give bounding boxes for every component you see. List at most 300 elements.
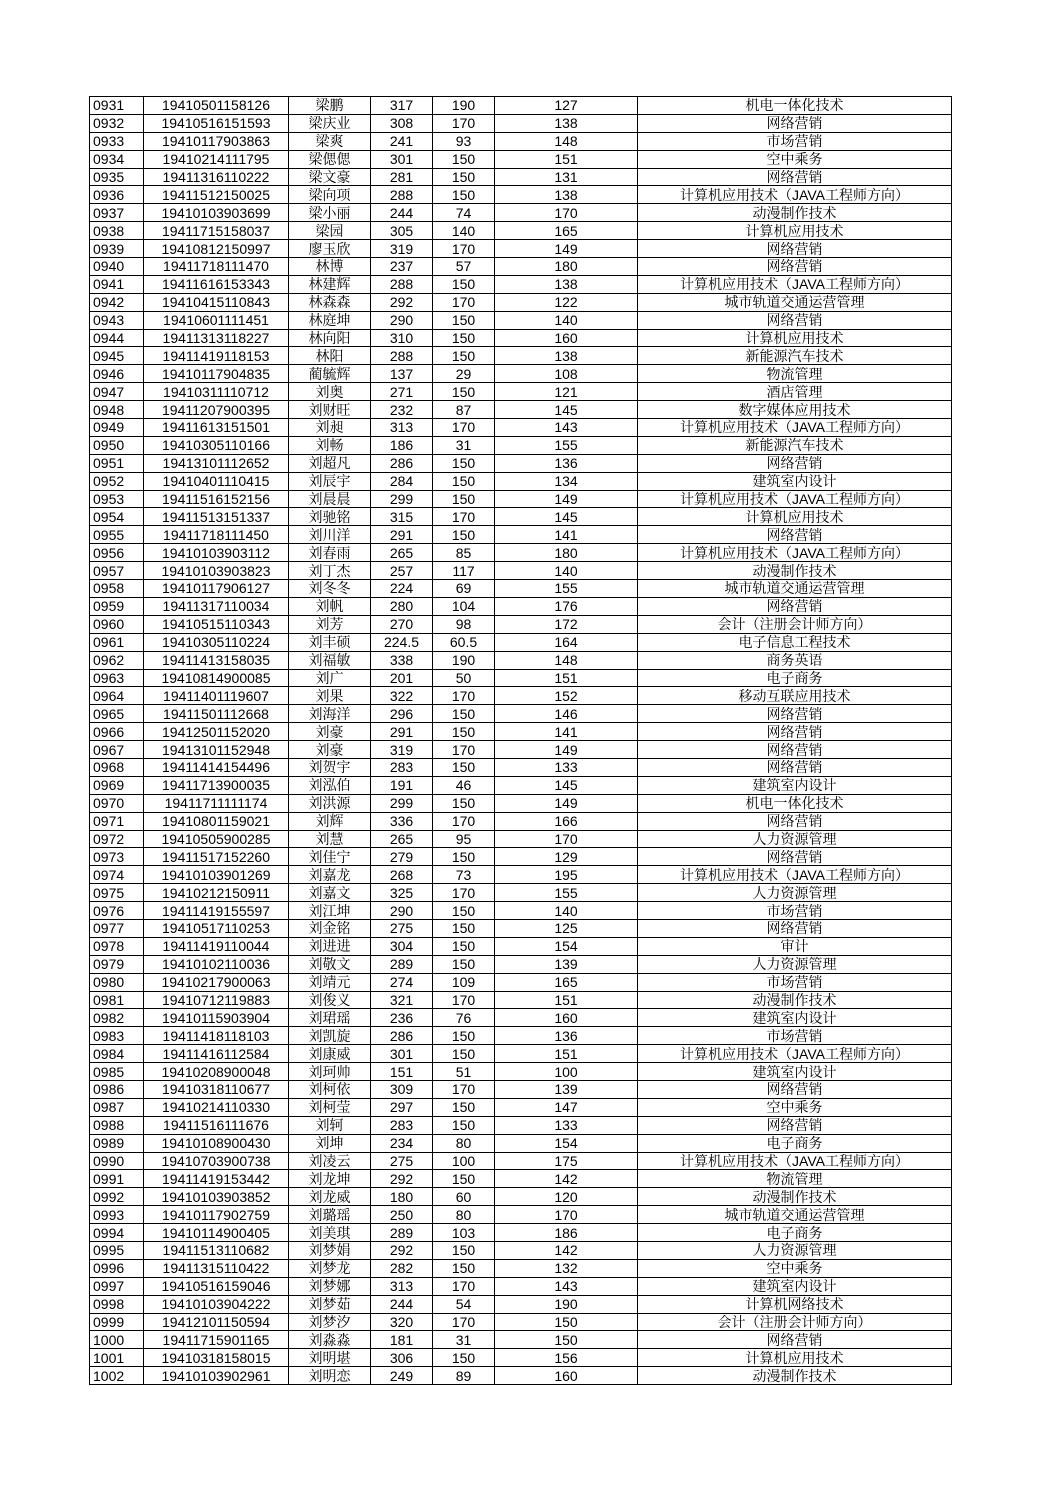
major-cell: 电子信息工程技术 — [638, 633, 952, 651]
exam-id-cell: 19410214110330 — [144, 1098, 289, 1116]
student-name-cell: 梁偲偲 — [289, 150, 371, 168]
exam-id-cell: 19410318110677 — [144, 1080, 289, 1098]
table-row — [90, 1045, 952, 1063]
total-score-cell: 275 — [371, 1152, 433, 1170]
row-number-cell: 0946 — [90, 365, 144, 383]
row-number-cell: 0944 — [90, 329, 144, 347]
score-a-cell: 150 — [433, 383, 495, 401]
total-score-cell: 289 — [371, 955, 433, 973]
table-row — [90, 132, 952, 150]
score-a-cell: 150 — [433, 902, 495, 920]
row-number-cell: 0993 — [90, 1206, 144, 1224]
table-row — [90, 723, 952, 741]
student-name-cell: 刘广 — [289, 669, 371, 687]
table-row — [90, 884, 952, 902]
exam-id-cell: 19410516159046 — [144, 1277, 289, 1295]
total-score-cell: 315 — [371, 508, 433, 526]
total-score-cell: 306 — [371, 1349, 433, 1367]
major-cell: 物流管理 — [638, 365, 952, 383]
score-b-cell: 142 — [495, 1242, 638, 1260]
major-cell: 人力资源管理 — [638, 955, 952, 973]
table-row — [90, 544, 952, 562]
exam-id-cell: 19410103903852 — [144, 1188, 289, 1206]
row-number-cell: 0974 — [90, 866, 144, 884]
table-row — [90, 526, 952, 544]
major-cell: 计算机应用技术（JAVA工程师方向） — [638, 1045, 952, 1063]
total-score-cell: 232 — [371, 401, 433, 419]
major-cell: 网络营销 — [638, 454, 952, 472]
total-score-cell: 292 — [371, 1242, 433, 1260]
exam-id-cell: 19411316110222 — [144, 168, 289, 186]
score-b-cell: 160 — [495, 1367, 638, 1385]
table-row — [90, 991, 952, 1009]
student-name-cell: 刘金铭 — [289, 919, 371, 937]
total-score-cell: 244 — [371, 204, 433, 222]
score-b-cell: 140 — [495, 902, 638, 920]
exam-id-cell: 19411413158035 — [144, 651, 289, 669]
table-row — [90, 848, 952, 866]
score-a-cell: 150 — [433, 454, 495, 472]
student-name-cell: 刘梦龙 — [289, 1259, 371, 1277]
student-name-cell: 刘辉 — [289, 812, 371, 830]
total-score-cell: 322 — [371, 687, 433, 705]
score-a-cell: 170 — [433, 114, 495, 132]
student-name-cell: 刘丰硕 — [289, 633, 371, 651]
student-name-cell: 刘龙威 — [289, 1188, 371, 1206]
score-a-cell: 150 — [433, 758, 495, 776]
student-name-cell: 刘梦娟 — [289, 1242, 371, 1260]
major-cell: 计算机应用技术（JAVA工程师方向） — [638, 419, 952, 437]
total-score-cell: 236 — [371, 1009, 433, 1027]
score-b-cell: 151 — [495, 669, 638, 687]
exam-id-cell: 19411616153343 — [144, 275, 289, 293]
exam-id-cell: 19410117904835 — [144, 365, 289, 383]
row-number-cell: 0950 — [90, 436, 144, 454]
score-b-cell: 139 — [495, 1080, 638, 1098]
student-name-cell: 刘洪源 — [289, 794, 371, 812]
table-row — [90, 741, 952, 759]
student-name-cell: 刘淼淼 — [289, 1331, 371, 1349]
major-cell: 人力资源管理 — [638, 884, 952, 902]
total-score-cell: 280 — [371, 597, 433, 615]
score-a-cell: 85 — [433, 544, 495, 562]
major-cell: 城市轨道交通运营管理 — [638, 580, 952, 598]
table-row — [90, 436, 952, 454]
score-a-cell: 150 — [433, 347, 495, 365]
total-score-cell: 319 — [371, 741, 433, 759]
student-name-cell: 刘凯旋 — [289, 1027, 371, 1045]
row-number-cell: 0965 — [90, 705, 144, 723]
row-number-cell: 0976 — [90, 902, 144, 920]
major-cell: 计算机应用技术 — [638, 1349, 952, 1367]
student-name-cell: 刘梦茹 — [289, 1295, 371, 1313]
score-a-cell: 170 — [433, 812, 495, 830]
major-cell: 网络营销 — [638, 741, 952, 759]
row-number-cell: 0954 — [90, 508, 144, 526]
row-number-cell: 0943 — [90, 311, 144, 329]
total-score-cell: 299 — [371, 490, 433, 508]
row-number-cell: 0960 — [90, 615, 144, 633]
exam-id-cell: 19410516151593 — [144, 114, 289, 132]
row-number-cell: 0956 — [90, 544, 144, 562]
score-b-cell: 151 — [495, 150, 638, 168]
score-a-cell: 150 — [433, 472, 495, 490]
student-name-cell: 林向阳 — [289, 329, 371, 347]
student-name-cell: 梁园 — [289, 222, 371, 240]
row-number-cell: 0958 — [90, 580, 144, 598]
exam-id-cell: 19410801159021 — [144, 812, 289, 830]
exam-id-cell: 19412101150594 — [144, 1313, 289, 1331]
score-b-cell: 141 — [495, 723, 638, 741]
total-score-cell: 291 — [371, 723, 433, 741]
exam-id-cell: 19411501112668 — [144, 705, 289, 723]
score-b-cell: 190 — [495, 1295, 638, 1313]
row-number-cell: 0988 — [90, 1116, 144, 1134]
table-row — [90, 1134, 952, 1152]
total-score-cell: 284 — [371, 472, 433, 490]
major-cell: 市场营销 — [638, 132, 952, 150]
student-name-cell: 林博 — [289, 258, 371, 276]
major-cell: 市场营销 — [638, 973, 952, 991]
score-b-cell: 139 — [495, 955, 638, 973]
table-row — [90, 1098, 952, 1116]
major-cell: 动漫制作技术 — [638, 562, 952, 580]
exam-id-cell: 19411419118153 — [144, 347, 289, 365]
exam-id-cell: 19413101112652 — [144, 454, 289, 472]
score-b-cell: 152 — [495, 687, 638, 705]
major-cell: 网络营销 — [638, 168, 952, 186]
total-score-cell: 268 — [371, 866, 433, 884]
score-b-cell: 138 — [495, 347, 638, 365]
score-b-cell: 180 — [495, 544, 638, 562]
row-number-cell: 0987 — [90, 1098, 144, 1116]
major-cell: 动漫制作技术 — [638, 1188, 952, 1206]
student-name-cell: 刘俊义 — [289, 991, 371, 1009]
total-score-cell: 321 — [371, 991, 433, 1009]
exam-id-cell: 19411513151337 — [144, 508, 289, 526]
table-row — [90, 1009, 952, 1027]
exam-id-cell: 19410103903823 — [144, 562, 289, 580]
score-b-cell: 143 — [495, 419, 638, 437]
major-cell: 网络营销 — [638, 240, 952, 258]
score-b-cell: 148 — [495, 651, 638, 669]
major-cell: 新能源汽车技术 — [638, 347, 952, 365]
exam-id-cell: 19410703900738 — [144, 1152, 289, 1170]
score-a-cell: 150 — [433, 794, 495, 812]
exam-id-cell: 19410103904222 — [144, 1295, 289, 1313]
score-b-cell: 134 — [495, 472, 638, 490]
table-row — [90, 383, 952, 401]
student-name-cell: 刘美琪 — [289, 1224, 371, 1242]
score-a-cell: 170 — [433, 1080, 495, 1098]
table-row — [90, 1188, 952, 1206]
row-number-cell: 0936 — [90, 186, 144, 204]
table-row — [90, 293, 952, 311]
major-cell: 网络营销 — [638, 919, 952, 937]
table-row — [90, 1277, 952, 1295]
student-name-cell: 刘丁杰 — [289, 562, 371, 580]
student-name-cell: 刘珺瑶 — [289, 1009, 371, 1027]
exam-id-cell: 19411419153442 — [144, 1170, 289, 1188]
score-b-cell: 148 — [495, 132, 638, 150]
row-number-cell: 1000 — [90, 1331, 144, 1349]
total-score-cell: 297 — [371, 1098, 433, 1116]
exam-id-cell: 19410311110712 — [144, 383, 289, 401]
exam-id-cell: 19411517152260 — [144, 848, 289, 866]
total-score-cell: 241 — [371, 132, 433, 150]
row-number-cell: 0986 — [90, 1080, 144, 1098]
table-row — [90, 1313, 952, 1331]
exam-id-cell: 19410117902759 — [144, 1206, 289, 1224]
table-row — [90, 1242, 952, 1260]
score-a-cell: 69 — [433, 580, 495, 598]
total-score-cell: 304 — [371, 937, 433, 955]
total-score-cell: 180 — [371, 1188, 433, 1206]
row-number-cell: 0957 — [90, 562, 144, 580]
exam-id-cell: 19411516152156 — [144, 490, 289, 508]
score-b-cell: 133 — [495, 758, 638, 776]
student-name-cell: 刘江坤 — [289, 902, 371, 920]
table-row — [90, 347, 952, 365]
total-score-cell: 290 — [371, 902, 433, 920]
score-a-cell: 150 — [433, 1349, 495, 1367]
row-number-cell: 0935 — [90, 168, 144, 186]
student-name-cell: 梁爽 — [289, 132, 371, 150]
table-row — [90, 168, 952, 186]
major-cell: 计算机应用技术 — [638, 222, 952, 240]
student-name-cell: 林建辉 — [289, 275, 371, 293]
student-name-cell: 刘奥 — [289, 383, 371, 401]
score-b-cell: 151 — [495, 991, 638, 1009]
total-score-cell: 224 — [371, 580, 433, 598]
score-b-cell: 138 — [495, 114, 638, 132]
score-a-cell: 150 — [433, 186, 495, 204]
major-cell: 网络营销 — [638, 705, 952, 723]
score-a-cell: 60 — [433, 1188, 495, 1206]
student-name-cell: 刘龙坤 — [289, 1170, 371, 1188]
student-name-cell: 梁小丽 — [289, 204, 371, 222]
exam-id-cell: 19410103901269 — [144, 866, 289, 884]
score-a-cell: 54 — [433, 1295, 495, 1313]
score-b-cell: 149 — [495, 741, 638, 759]
student-name-cell: 刘柯莹 — [289, 1098, 371, 1116]
student-name-cell: 刘嘉龙 — [289, 866, 371, 884]
exam-id-cell: 19411313118227 — [144, 329, 289, 347]
major-cell: 计算机应用技术（JAVA工程师方向） — [638, 275, 952, 293]
row-number-cell: 0980 — [90, 973, 144, 991]
major-cell: 网络营销 — [638, 597, 952, 615]
major-cell: 网络营销 — [638, 758, 952, 776]
major-cell: 建筑室内设计 — [638, 1063, 952, 1081]
major-cell: 电子商务 — [638, 1224, 952, 1242]
total-score-cell: 201 — [371, 669, 433, 687]
score-b-cell: 165 — [495, 222, 638, 240]
row-number-cell: 0985 — [90, 1063, 144, 1081]
total-score-cell: 288 — [371, 275, 433, 293]
score-a-cell: 150 — [433, 1242, 495, 1260]
major-cell: 电子商务 — [638, 1134, 952, 1152]
score-b-cell: 141 — [495, 526, 638, 544]
table-row — [90, 615, 952, 633]
exam-id-cell: 19410115903904 — [144, 1009, 289, 1027]
score-b-cell: 150 — [495, 1313, 638, 1331]
student-name-cell: 刘芳 — [289, 615, 371, 633]
table-row — [90, 329, 952, 347]
row-number-cell: 0990 — [90, 1152, 144, 1170]
score-a-cell: 150 — [433, 1027, 495, 1045]
table-row — [90, 1224, 952, 1242]
exam-id-cell: 19410401110415 — [144, 472, 289, 490]
score-a-cell: 170 — [433, 1313, 495, 1331]
table-row — [90, 1295, 952, 1313]
row-number-cell: 0949 — [90, 419, 144, 437]
score-b-cell: 195 — [495, 866, 638, 884]
exam-id-cell: 19410712119883 — [144, 991, 289, 1009]
table-row — [90, 580, 952, 598]
major-cell: 网络营销 — [638, 812, 952, 830]
exam-id-cell: 19411401119607 — [144, 687, 289, 705]
table-row — [90, 365, 952, 383]
exam-id-cell: 19411718111470 — [144, 258, 289, 276]
major-cell: 计算机应用技术 — [638, 329, 952, 347]
row-number-cell: 0964 — [90, 687, 144, 705]
student-name-cell: 刘辰宇 — [289, 472, 371, 490]
total-score-cell: 270 — [371, 615, 433, 633]
exam-id-cell: 19411715901165 — [144, 1331, 289, 1349]
student-name-cell: 刘嘉文 — [289, 884, 371, 902]
total-score-cell: 151 — [371, 1063, 433, 1081]
score-b-cell: 165 — [495, 973, 638, 991]
row-number-cell: 0979 — [90, 955, 144, 973]
student-name-cell: 林庭坤 — [289, 311, 371, 329]
score-a-cell: 190 — [433, 97, 495, 115]
exam-id-cell: 19411315110422 — [144, 1259, 289, 1277]
exam-id-cell: 19411613151501 — [144, 419, 289, 437]
score-a-cell: 150 — [433, 1170, 495, 1188]
score-b-cell: 145 — [495, 401, 638, 419]
total-score-cell: 265 — [371, 544, 433, 562]
major-cell: 数字媒体应用技术 — [638, 401, 952, 419]
score-a-cell: 150 — [433, 1045, 495, 1063]
score-b-cell: 172 — [495, 615, 638, 633]
score-a-cell: 95 — [433, 830, 495, 848]
student-name-cell: 刘梦娜 — [289, 1277, 371, 1295]
score-b-cell: 156 — [495, 1349, 638, 1367]
student-name-cell: 刘果 — [289, 687, 371, 705]
score-a-cell: 80 — [433, 1134, 495, 1152]
exam-id-cell: 19410103903699 — [144, 204, 289, 222]
student-name-cell: 梁鹏 — [289, 97, 371, 115]
row-number-cell: 0983 — [90, 1027, 144, 1045]
major-cell: 城市轨道交通运营管理 — [638, 1206, 952, 1224]
total-score-cell: 299 — [371, 794, 433, 812]
table-row — [90, 633, 952, 651]
table-row — [90, 902, 952, 920]
major-cell: 市场营销 — [638, 902, 952, 920]
student-name-cell: 刘帆 — [289, 597, 371, 615]
total-score-cell: 275 — [371, 919, 433, 937]
total-score-cell: 237 — [371, 258, 433, 276]
exam-id-cell: 19410108900430 — [144, 1134, 289, 1152]
row-number-cell: 0948 — [90, 401, 144, 419]
major-cell: 建筑室内设计 — [638, 1009, 952, 1027]
row-number-cell: 0971 — [90, 812, 144, 830]
score-a-cell: 170 — [433, 508, 495, 526]
score-b-cell: 155 — [495, 580, 638, 598]
row-number-cell: 0940 — [90, 258, 144, 276]
score-b-cell: 149 — [495, 490, 638, 508]
score-a-cell: 150 — [433, 526, 495, 544]
row-number-cell: 0947 — [90, 383, 144, 401]
score-a-cell: 150 — [433, 150, 495, 168]
student-name-cell: 刘凌云 — [289, 1152, 371, 1170]
score-a-cell: 76 — [433, 1009, 495, 1027]
score-b-cell: 133 — [495, 1116, 638, 1134]
student-name-cell: 刘慧 — [289, 830, 371, 848]
row-number-cell: 0998 — [90, 1295, 144, 1313]
score-a-cell: 31 — [433, 1331, 495, 1349]
major-cell: 网络营销 — [638, 848, 952, 866]
exam-id-cell: 19411512150025 — [144, 186, 289, 204]
row-number-cell: 1002 — [90, 1367, 144, 1385]
major-cell: 网络营销 — [638, 258, 952, 276]
row-number-cell: 0938 — [90, 222, 144, 240]
student-name-cell: 刘晨晨 — [289, 490, 371, 508]
major-cell: 移动互联应用技术 — [638, 687, 952, 705]
student-name-cell: 刘泓伯 — [289, 776, 371, 794]
score-a-cell: 74 — [433, 204, 495, 222]
table-row — [90, 275, 952, 293]
score-a-cell: 29 — [433, 365, 495, 383]
total-score-cell: 286 — [371, 454, 433, 472]
row-number-cell: 0962 — [90, 651, 144, 669]
score-b-cell: 176 — [495, 597, 638, 615]
student-name-cell: 刘柯依 — [289, 1080, 371, 1098]
major-cell: 人力资源管理 — [638, 1242, 952, 1260]
major-cell: 计算机网络技术 — [638, 1295, 952, 1313]
row-number-cell: 0966 — [90, 723, 144, 741]
major-cell: 市场营销 — [638, 1027, 952, 1045]
total-score-cell: 286 — [371, 1027, 433, 1045]
score-a-cell: 170 — [433, 293, 495, 311]
table-row — [90, 937, 952, 955]
student-name-cell: 刘轲 — [289, 1116, 371, 1134]
score-a-cell: 170 — [433, 741, 495, 759]
total-score-cell: 191 — [371, 776, 433, 794]
total-score-cell: 291 — [371, 526, 433, 544]
exam-id-cell: 19411513110682 — [144, 1242, 289, 1260]
score-a-cell: 150 — [433, 329, 495, 347]
table-row — [90, 651, 952, 669]
row-number-cell: 0939 — [90, 240, 144, 258]
total-score-cell: 265 — [371, 830, 433, 848]
table-row — [90, 114, 952, 132]
exam-id-cell: 19411414154496 — [144, 758, 289, 776]
major-cell: 计算机应用技术（JAVA工程师方向） — [638, 866, 952, 884]
score-a-cell: 150 — [433, 919, 495, 937]
score-b-cell: 166 — [495, 812, 638, 830]
row-number-cell: 0963 — [90, 669, 144, 687]
score-b-cell: 160 — [495, 1009, 638, 1027]
major-cell: 电子商务 — [638, 669, 952, 687]
student-name-cell: 刘康威 — [289, 1045, 371, 1063]
student-name-cell: 刘珂帅 — [289, 1063, 371, 1081]
score-b-cell: 160 — [495, 329, 638, 347]
student-name-cell: 刘明堪 — [289, 1349, 371, 1367]
row-number-cell: 0992 — [90, 1188, 144, 1206]
student-name-cell: 刘佳宁 — [289, 848, 371, 866]
major-cell: 计算机应用技术 — [638, 508, 952, 526]
